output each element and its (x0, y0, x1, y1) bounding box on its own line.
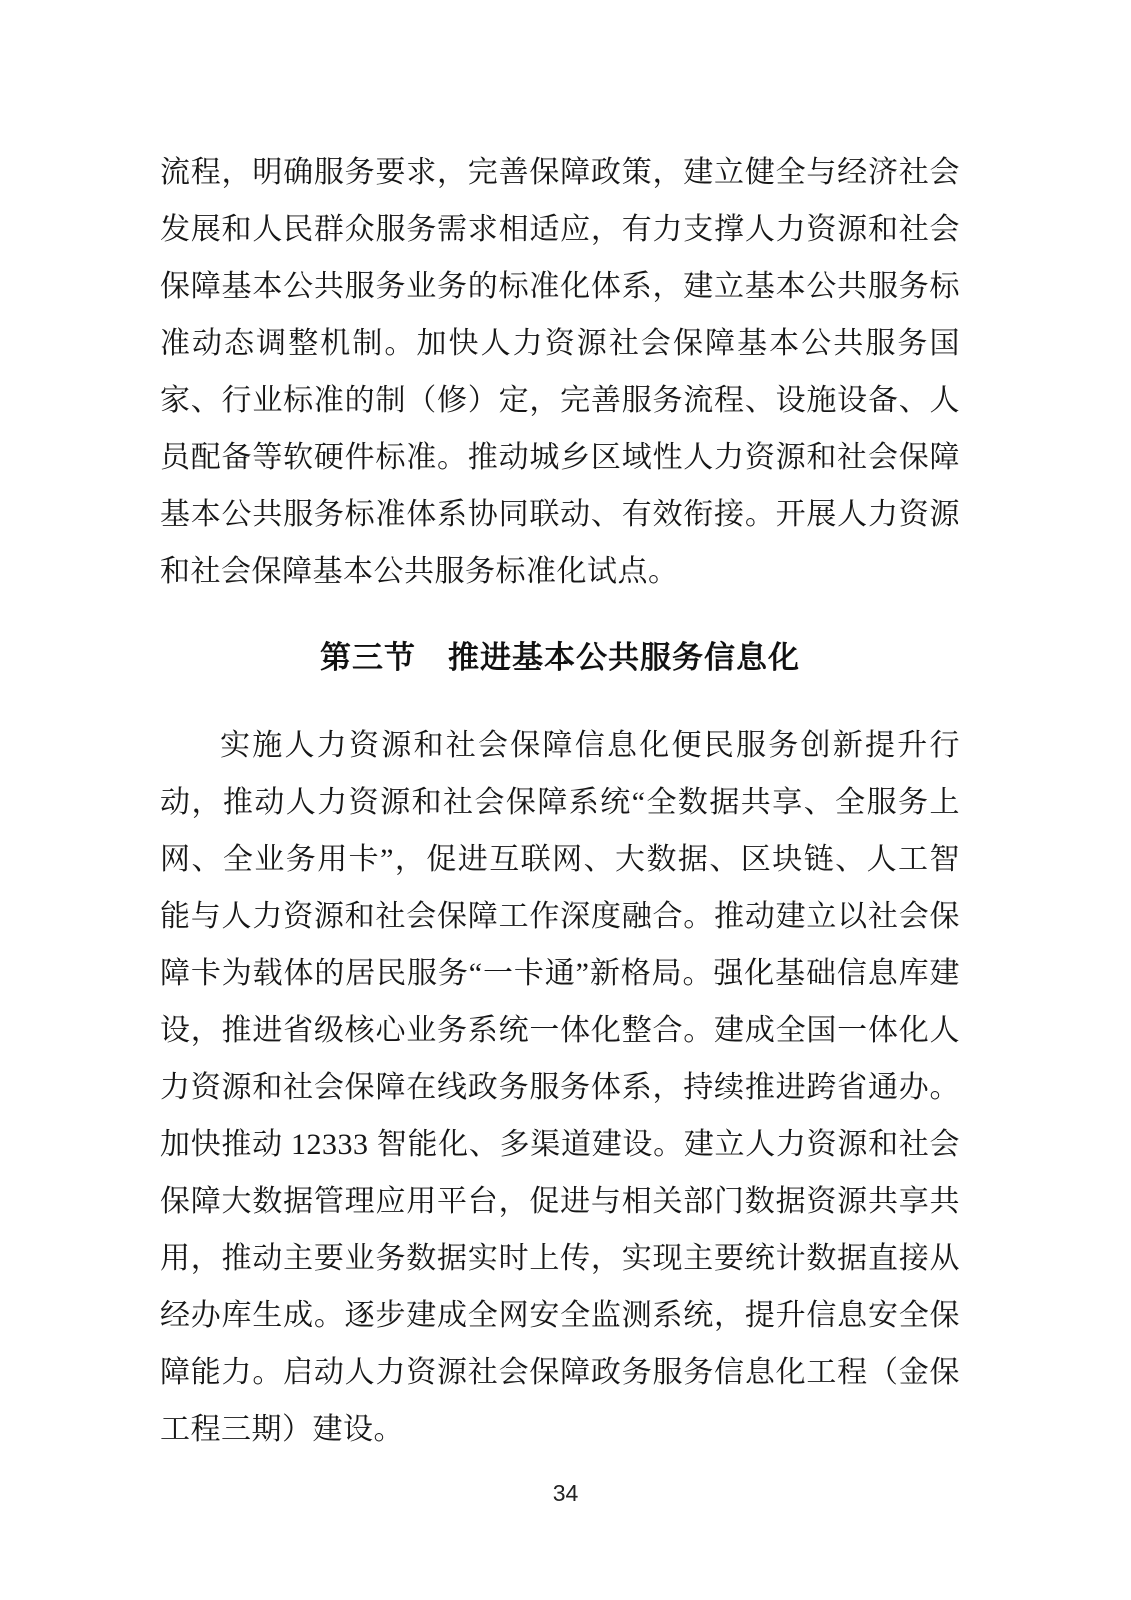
section-heading: 第三节 推进基本公共服务信息化 (320, 640, 800, 675)
text-block (160, 144, 960, 1458)
page-number: 34 (552, 1480, 579, 1506)
body-paragraph-2: 实施人力资源和社会保障信息化便民服务创新提升行动，推动人力资源和社会保障系统“全数据共享、全服务上网、全业务用卡”，促进互联网、大数据、区块链、人工智能与人力资源和社会保障工作深度融合。推动建立以社会保障卡为载体的居民服务“一卡通”新格局。强化基础信息库建设，推进省级核心业务系统一体化整合。建成全国一体化人力资源和社会保障在线政务服务体系，持续推进跨省通办。加快推动 12333 智能化、多渠道建设。建立人力资源和社会保障大数据管理应用平台，促进与相关部门数据资源共享共用，推动主要业务数据实时上传，实现主要统计数据直接从经办库生成。逐步建成全网安全监测系统，提升信息安全保障能力。启动人力资源社会保障政务服务信息化工程（金保工程三期）建设。 (160, 729, 960, 1446)
body-paragraph-1: 流程，明确服务要求，完善保障政策，建立健全与经济社会发展和人民群众服务需求相适应，有力支撑人力资源和社会保障基本公共服务业务的标准化体系，建立基本公共服务标准动态调整机制。加快人力资源社会保障基本公共服务国家、行业标准的制（修）定，完善服务流程、设施设备、人员配备等软硬件标准。推动城乡区域性人力资源和社会保障基本公共服务标准体系协同联动、有效衔接。开展人力资源和社会保障基本公共服务标准化试点。 (160, 156, 960, 588)
